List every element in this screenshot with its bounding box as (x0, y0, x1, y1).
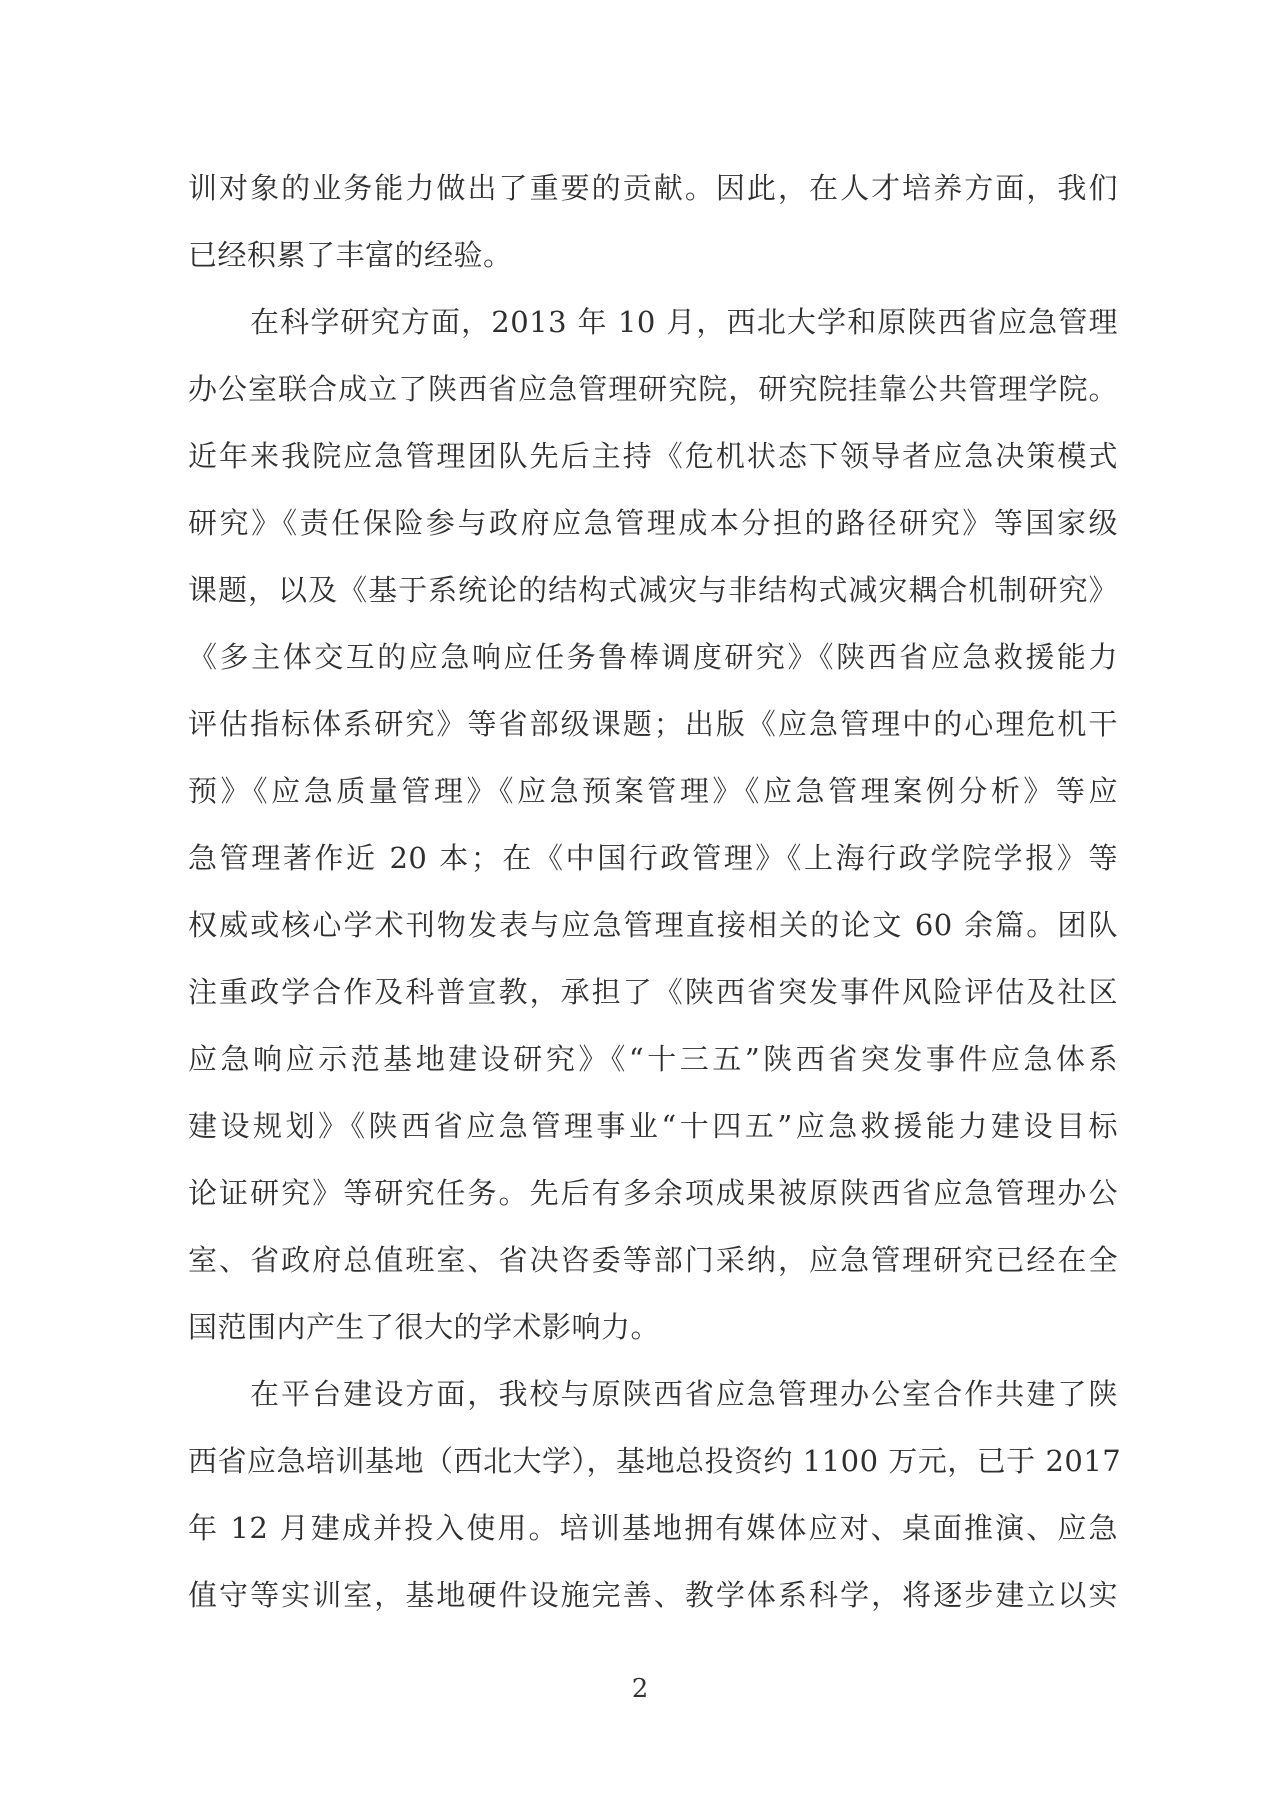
text-line: 权威或核心学术刊物发表与应急管理直接相关的论文 60 余篇。团队 (188, 908, 1118, 942)
text-line: 急管理著作近 20 本；在《中国行政管理》《上海行政学院学报》等 (188, 841, 1118, 875)
text-line: 评估指标体系研究》等省部级课题；出版《应急管理中的心理危机干 (188, 707, 1118, 741)
text-line: 训对象的业务能力做出了重要的贡献。因此，在人才培养方面，我们 (188, 171, 1118, 205)
text-line: 预》《应急质量管理》《应急预案管理》《应急管理案例分析》等应 (188, 774, 1118, 808)
text-line: 室、省政府总值班室、省决咨委等部门采纳，应急管理研究已经在全 (188, 1243, 1118, 1277)
text-line: 值守等实训室，基地硬件设施完善、教学体系科学，将逐步建立以实 (188, 1578, 1118, 1612)
text-line: 西省应急培训基地（西北大学），基地总投资约 1100 万元，已于 2017 (188, 1444, 1122, 1478)
text-line: 注重政学合作及科普宣教，承担了《陕西省突发事件风险评估及社区 (188, 975, 1118, 1009)
text-line: 研究》《责任保险参与政府应急管理成本分担的路径研究》等国家级 (188, 506, 1118, 540)
page-footer (0, 1672, 1280, 1706)
text-line: 《多主体交互的应急响应任务鲁棒调度研究》《陕西省应急救援能力 (188, 640, 1118, 674)
page-number: 2 (631, 1674, 649, 1704)
text-line: 近年来我院应急管理团队先后主持《危机状态下领导者应急决策模式 (188, 439, 1118, 473)
text-line: 课题，以及《基于系统论的结构式减灾与非结构式减灾耦合机制研究》 (188, 573, 1118, 607)
text-line: 论证研究》等研究任务。先后有多余项成果被原陕西省应急管理办公 (188, 1176, 1118, 1210)
text-line: 应急响应示范基地建设研究》《“十三五”陕西省突发事件应急体系 (188, 1042, 1118, 1076)
text-line: 国范围内产生了很大的学术影响力。 (188, 1310, 661, 1344)
text-line: 建设规划》《陕西省应急管理事业“十四五”应急救援能力建设目标 (188, 1109, 1118, 1143)
document-body (188, 155, 1122, 1629)
text-line: 在科学研究方面，2013 年 10 月，西北大学和原陕西省应急管理 (250, 305, 1118, 339)
text-line: 年 12 月建成并投入使用。培训基地拥有媒体应对、桌面推演、应急 (188, 1511, 1118, 1545)
text-line: 已经积累了丰富的经验。 (188, 238, 513, 272)
text-line: 办公室联合成立了陕西省应急管理研究院，研究院挂靠公共管理学院。 (188, 372, 1118, 406)
text-line: 在平台建设方面，我校与原陕西省应急管理办公室合作共建了陕 (250, 1377, 1118, 1411)
